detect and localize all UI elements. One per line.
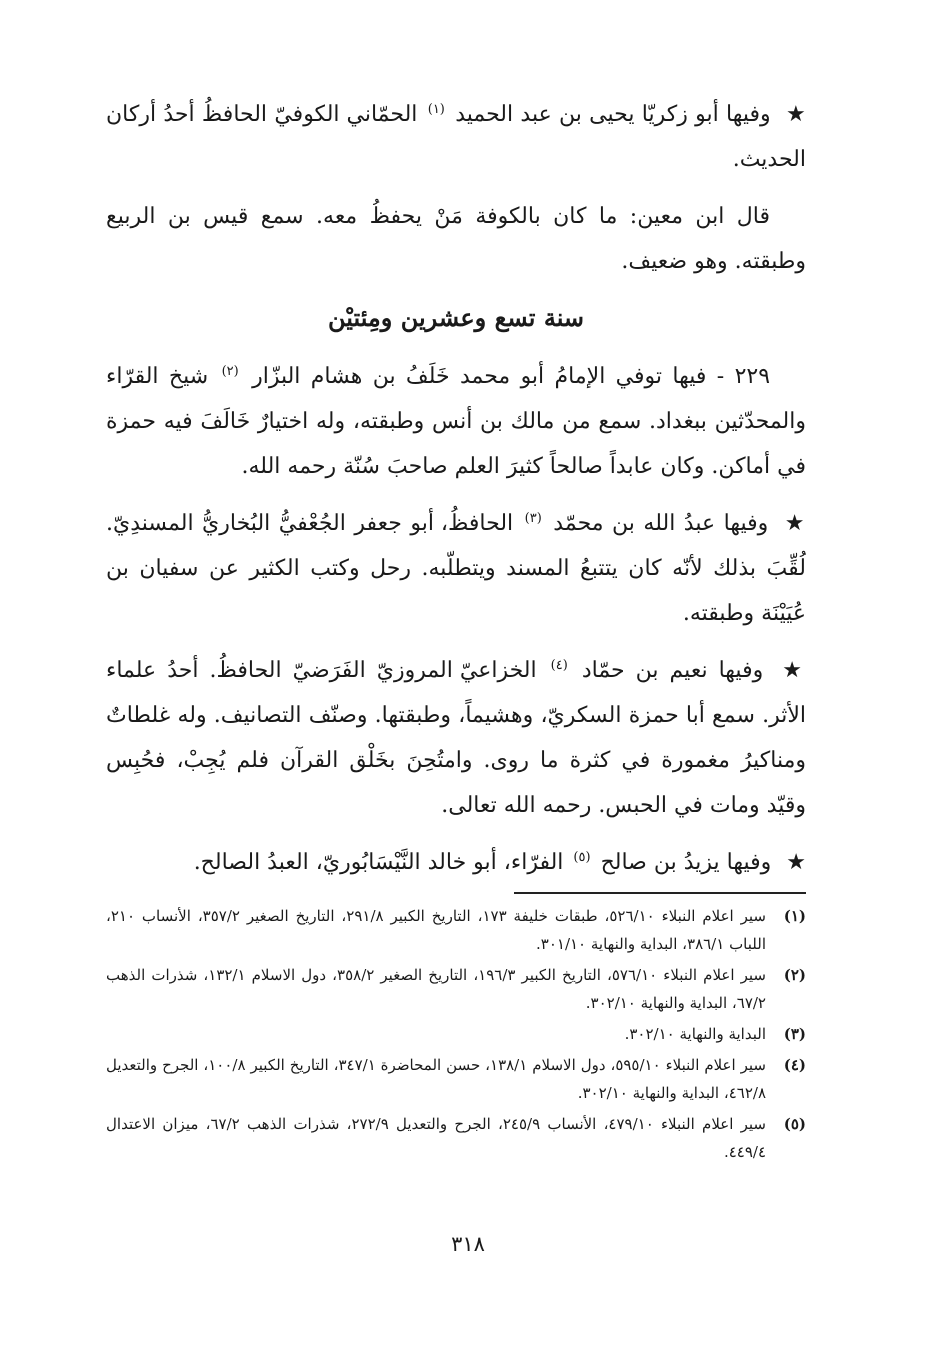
footnote-4 — [106, 1051, 806, 1107]
paragraph-text: وفيها نعيم بن حمّاد — [581, 658, 764, 683]
footnote-number: (٢) — [783, 966, 806, 984]
paragraph-text: قال ابن معين: ما كان بالكوفة مَنْ يحفظُ معه. سمع قيس بن الربيع وطبقته. وهو ضعيف. — [106, 204, 806, 274]
paragraph-text: وفيها عبدُ الله بن محمّد — [553, 511, 769, 536]
paragraph-nuaym — [106, 648, 806, 828]
main-text — [106, 92, 806, 897]
paragraph-text: الحمّاني الكوفيّ الحافظُ أحدُ أركان الحديث. — [106, 102, 806, 172]
footnote-ref: (٥) — [573, 849, 591, 865]
paragraph-text: الحافظُ، أبو جعفر الجُعْفيُّ البُخاريُّ المسندِيّ. لُقِّبَ بذلك لأنّه كان يتتبعُ المسند ويتطلّبه. رحل وكتب الكثير عن سفيان بن عُيَيْنَة وطبقته. — [106, 511, 806, 626]
footnote-2 — [106, 961, 806, 1017]
paragraph-text: وفيها أبو زكريّا يحيى بن عبد الحميد — [455, 102, 771, 127]
footnote-text: سير اعلام النبلاء ٥٧٦/١٠، التاريخ الكبير ١٩٦/٣، التاريخ الصغير ٣٥٨/٢، دول الاسلام ١٣٢/١، شذرات الذهب ٦٧/٢، البداية والنهاية ٣٠٢/١٠. — [106, 966, 767, 1012]
paragraph-yazid — [106, 840, 806, 885]
footnote-ref: (٣) — [524, 510, 542, 526]
footnote-text: سير اعلام النبلاء ٥٢٦/١٠، طبقات خليفة ١٧٣، التاريخ الكبير ٢٩١/٨، التاريخ الصغير ٣٥٧/٢، الأنساب ٢١٠، اللباب ٣٨٦/١، البداية والنهاية ٣٠١/١٠. — [106, 907, 766, 953]
footnote-5 — [106, 1110, 806, 1166]
star-marker: ★ — [784, 511, 806, 536]
star-marker: ★ — [782, 658, 807, 683]
footnote-text: سير اعلام النبلاء ٤٧٩/١٠، الأنساب ٢٤٥/٩، الجرح والتعديل ٢٧٢/٩، شذرات الذهب ٦٧/٢، ميزان الاعتدال ٤٤٩/٤. — [106, 1115, 766, 1161]
footnote-ref: (٤) — [550, 657, 568, 673]
star-marker: ★ — [786, 850, 806, 875]
footnote-ref: (٢) — [221, 363, 239, 379]
footnote-text: سير اعلام النبلاء ٥٩٥/١٠، دول الاسلام ١٣٨/١، حسن المحاضرة ٣٤٧/١، التاريخ الكبير ١٠٠/٨، الجرح والتعديل ٤٦٢/٨، البداية والنهاية ٣٠٢/١٠. — [106, 1056, 766, 1102]
star-marker: ★ — [785, 102, 807, 127]
footnote-text: البداية والنهاية ٣٠٢/١٠. — [624, 1025, 766, 1043]
footnote-3 — [106, 1020, 806, 1048]
footnote-number: (٥) — [783, 1115, 806, 1133]
footnote-divider — [514, 892, 806, 894]
paragraph-text: ٢٢٩ - فيها توفي الإمامُ أبو محمد خَلَفُ بن هشام البزّار — [252, 364, 771, 389]
paragraph-khalaf — [106, 354, 806, 489]
paragraph-yahya — [106, 92, 806, 182]
footnote-number: (٣) — [783, 1025, 806, 1043]
paragraph-text: الخزاعيّ المروزيّ الفَرَضيّ الحافظُ. أحدُ علماء الأثر. سمع أبا حمزة السكريّ، وهشيماً، وطبقتها. وصنّف التصانيف. وله غلطاتٌ ومناكيرُ مغمورة في كثرة ما روى. وامتُحِنَ بخَلْق القرآن فلم يُجِبْ، فحُبِس وقيّد ومات في الحبس. رحمه الله تعالى. — [106, 658, 806, 818]
footnote-1 — [106, 902, 806, 958]
footnotes — [106, 902, 806, 1169]
paragraph-abdullah — [106, 501, 806, 636]
year-heading: سنة تسع وعشرين ومِئتيْن — [327, 303, 585, 332]
paragraph-ibn-maeen — [106, 194, 806, 284]
footnote-ref: (١) — [427, 101, 445, 117]
paragraph-text: الفرّاء، أبو خالد النَّيْسَابُوريّ، العبدُ الصالح. — [193, 850, 564, 875]
paragraph-text: شيخ القرّاء والمحدّثين ببغداد. سمع من مالك بن أنس وطبقته، وله اختيارٌ خَالَفَ فيه حمزة في أماكن. وكان عابداً صالحاً كثيرَ العلم صاحبَ سُنّة رحمه الله. — [106, 364, 806, 479]
footnote-number: (١) — [783, 907, 806, 925]
paragraph-text: وفيها يزيدُ بن صالح — [600, 850, 772, 875]
footnote-number: (٤) — [783, 1056, 806, 1074]
page-number: ٣١٨ — [451, 1232, 485, 1256]
